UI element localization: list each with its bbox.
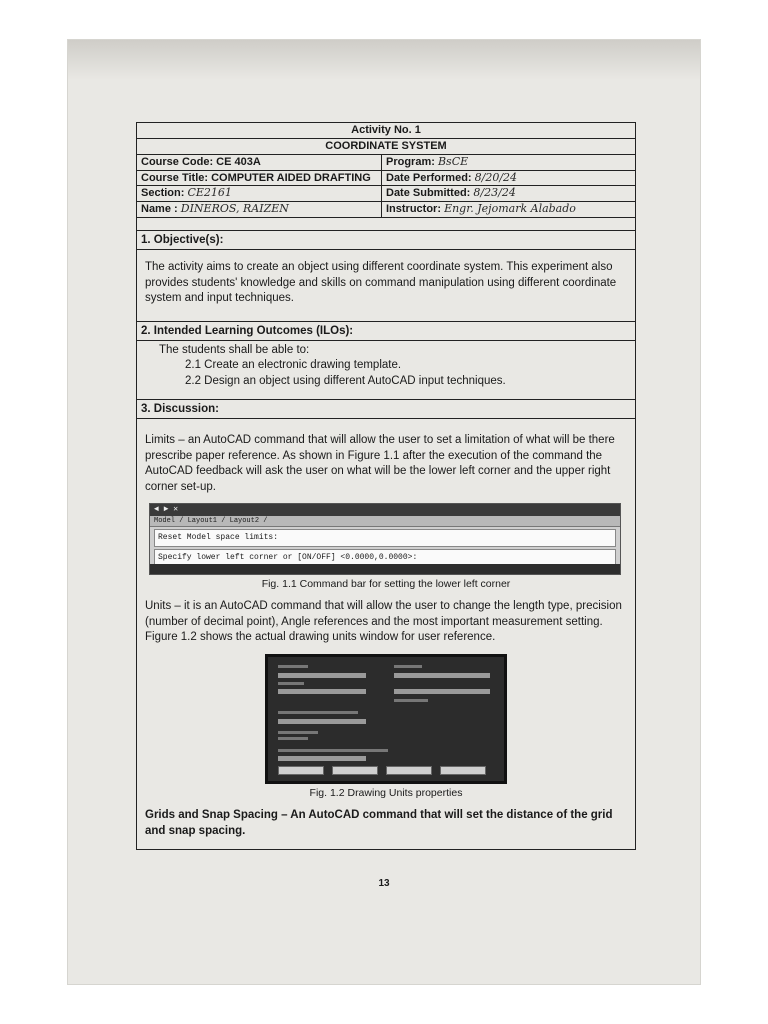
paper-top-shadow: [68, 40, 700, 80]
command-bar-figure: [149, 503, 621, 575]
instructor-cell: [382, 202, 636, 218]
length-label: [278, 665, 308, 668]
course-code: Course Code: CE 403A: [137, 154, 382, 170]
program-cell: [382, 154, 636, 170]
name-cell: [137, 202, 382, 218]
activity-title: COORDINATE SYSTEM: [137, 138, 636, 154]
direction-button: [386, 766, 432, 775]
name-label: Name :: [141, 203, 178, 216]
ilo-intro: The students shall be able to:: [159, 343, 310, 356]
command-history-line: Reset Model space limits:: [154, 529, 616, 547]
drawing-units-window-figure: [265, 654, 507, 784]
angle-precision-select: [394, 689, 490, 694]
figure-2-caption: Fig. 1.2 Drawing Units properties: [309, 786, 463, 799]
lighting-units-select: [278, 756, 366, 761]
date-submitted-label: Date Submitted:: [386, 187, 471, 200]
activity-number: Activity No. 1: [137, 123, 636, 139]
grid-snap-text: Grids and Snap Spacing – An AutoCAD command that will set the distance of the grid and snap spacing.: [145, 809, 613, 837]
objective-text: The activity aims to create an object using different coordinate system. This experiment also provides students' knowledge and skills on command manipulation using different coordinate system and input techniques.: [145, 261, 617, 305]
figure-1-caption: Fig. 1.1 Command bar for setting the lower left corner: [261, 578, 511, 591]
ilo-item: 2.2 Design an object using different AutoCAD input techniques.: [185, 374, 506, 387]
date-submitted-value: 8/23/24: [473, 186, 516, 200]
date-submitted-cell: [382, 186, 636, 202]
sample-output-label: [278, 731, 318, 734]
lighting-label: [278, 749, 388, 752]
objective-heading: 1. Objective(s):: [137, 231, 635, 250]
status-bar: [150, 564, 620, 574]
length-precision-select: [278, 689, 366, 694]
command-input-line: Specify lower left corner or [ON/OFF] <0.0000,0.0000>:: [154, 549, 616, 567]
date-performed-cell: [382, 170, 636, 186]
program-label: Program:: [386, 155, 435, 168]
layout-tabs: Model / Layout1 / Layout2 /: [150, 516, 620, 527]
limits-text: Limits – an AutoCAD command that will allow the user to set a limitation of what will be there prescribe paper reference. As shown in Figure 1.1 after the execution of the command the AutoCAD feedback will ask the user on what will be the lower left corner and the upper right corner set-up.: [145, 434, 615, 493]
section-cell: [137, 186, 382, 202]
activity-document: [136, 122, 636, 850]
angle-type-select: [394, 673, 490, 678]
date-performed-value: 8/20/24: [474, 170, 518, 184]
ilo-item: 2.1 Create an electronic drawing template.: [185, 359, 402, 372]
header-table: [136, 122, 636, 218]
precision-label: [278, 682, 304, 685]
clockwise-checkbox: [394, 699, 428, 702]
page-number: 13: [378, 878, 390, 889]
section-value: CE2161: [187, 186, 232, 200]
objective-section: [136, 231, 636, 322]
angle-label: [394, 665, 422, 668]
program-value: BsCE: [437, 154, 469, 168]
section-label: Section:: [141, 187, 185, 200]
date-performed-label: Date Performed:: [386, 171, 472, 184]
ilo-section: [136, 322, 636, 401]
course-title: Course Title: COMPUTER AIDED DRAFTING: [137, 170, 382, 186]
discussion-heading: 3. Discussion:: [137, 400, 635, 419]
discussion-section: [136, 400, 636, 850]
help-button: [440, 766, 486, 775]
spacer-row: [136, 218, 636, 231]
instructor-value: Engr. Jejomark Alabado: [444, 202, 576, 216]
ok-button: [278, 766, 324, 775]
instructor-label: Instructor:: [386, 203, 441, 216]
name-value: DINEROS, RAIZEN: [180, 202, 289, 216]
insertion-scale-label: [278, 711, 358, 714]
ilo-heading: 2. Intended Learning Outcomes (ILOs):: [137, 322, 635, 341]
cancel-button: [332, 766, 378, 775]
sample-output-value: [278, 737, 308, 740]
units-text: Units – it is an AutoCAD command that will allow the user to change the length type, precision (number of decimal point), Angle references and the most important measurement setting. Figure 1.2 shows the actual drawing units window for user reference.: [145, 600, 622, 644]
insertion-scale-select: [278, 719, 366, 724]
command-bar-titlebar: ◄ ► ✕: [150, 504, 620, 516]
length-type-select: [278, 673, 366, 678]
